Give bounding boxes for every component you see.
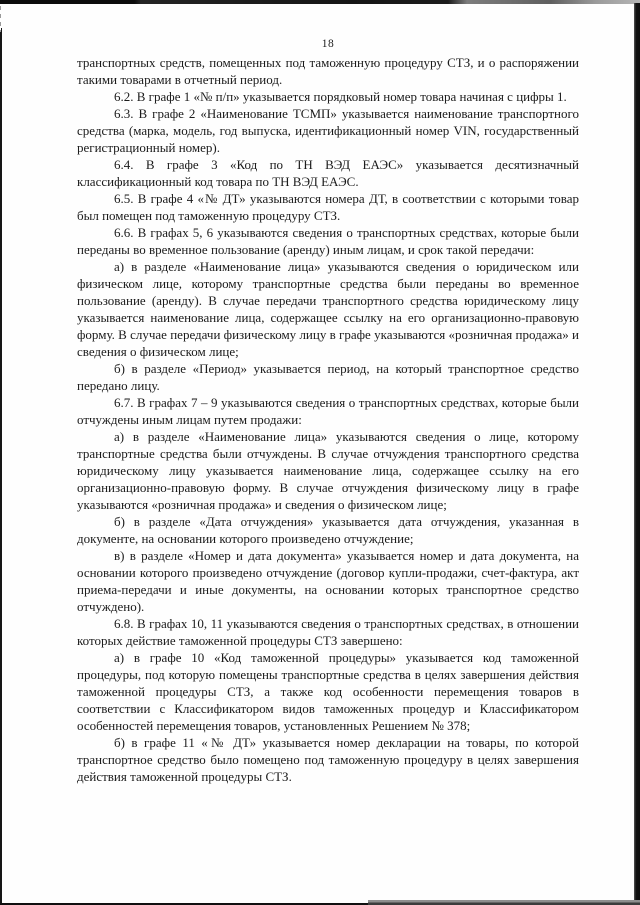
- paragraph-6-2: 6.2. В графе 1 «№ п/п» указывается порядковый номер товара начиная с цифры 1.: [114, 89, 567, 104]
- paragraph-6-7-b: б) в разделе «Дата отчуждения» указывается дата отчуждения, указанная в документе, на основании которого произведено отчуждение;: [77, 514, 579, 546]
- paragraph-6-8-a: а) в графе 10 «Код таможенной процедуры» указывается код таможенной процедуры, под которую помещены транспортные средства в целях завершения действия таможенной процедуры СТЗ, а также код особенности перемещения товаров в соответствии с Классификатором видов таможенных процедур и Классификатором особенностей перемещения товаров, установленных Решением № 378;: [77, 650, 579, 733]
- paragraph-6-8-b: б) в графе 11 «№ ДТ» указывается номер декларации на товары, по которой транспортное средство было помещено под таможенную процедуру в целях завершения действия таможенной процедуры СТЗ.: [77, 735, 579, 784]
- scan-artifact-bottom-gray-bar: [368, 900, 640, 905]
- paragraph-6-5: 6.5. В графе 4 «№ ДТ» указываются номера ДТ, в соответствии с которыми товар был помещен под таможенную процедуру СТЗ.: [77, 191, 579, 223]
- paragraph-6-6-a: а) в разделе «Наименование лица» указываются сведения о юридическом или физическом лице, которому транспортные средства были переданы во временное пользование (аренду). В случае передачи транспортного средства юридическому лицу указывается наименование лица, содержащее ссылку на его организационно-правовую форму. В случае передачи физическому лицу в графе указываются «розничная продажа» и сведения о физическом лице;: [77, 259, 579, 359]
- scan-artifact-right-edge: [634, 3, 640, 905]
- paragraph-6-7-a: а) в разделе «Наименование лица» указываются сведения о лице, которому транспортные средства были отчуждены. В случае отчуждения транспортного средства юридическому лицу указывается наименование лица, содержащее ссылку на его организационно-правовую форму. В случае отчуждения физическому лицу в графе указываются «розничная продажа» и сведения о физическом лице;: [77, 429, 579, 512]
- scan-artifact-top-edge: [0, 0, 640, 4]
- document-body: [77, 54, 579, 785]
- paragraph-6-3: 6.3. В графе 2 «Наименование ТСМП» указывается наименование транспортного средства (марка, модель, год выпуска, идентификационный номер VIN, государственный регистрационный номер).: [77, 106, 579, 155]
- page-number: 18: [321, 38, 335, 50]
- paragraph-6-7: 6.7. В графах 7 – 9 указываются сведения о транспортных средствах, которые были отчуждены иным лицам путем продажи:: [77, 395, 579, 427]
- scan-artifact-left-edge: [0, 28, 2, 905]
- paragraph-6-4: 6.4. В графе 3 «Код по ТН ВЭД ЕАЭС» указывается десятизначный классификационный код товара по ТН ВЭД ЕАЭС.: [77, 157, 579, 189]
- paragraph-6-6: 6.6. В графах 5, 6 указываются сведения о транспортных средствах, которые были переданы во временное пользование (аренду) иным лицам, и срок такой передачи:: [77, 225, 579, 257]
- scan-artifact-left-dashes: [0, 6, 1, 32]
- paragraph-6-7-v: в) в разделе «Номер и дата документа» указывается номер и дата документа, на основании которого произведено отчуждение (договор купли-продажи, счет-фактура, акт приема-передачи и иные документы, на основании которых транспортное средство отчуждено).: [77, 548, 579, 614]
- paragraph-continuation: транспортных средств, помещенных под таможенную процедуру СТЗ, и о распоряжении такими товарами в отчетный период.: [77, 55, 579, 87]
- paragraph-6-8: 6.8. В графах 10, 11 указываются сведения о транспортных средствах, в отношении которых действие таможенной процедуры СТЗ завершено:: [77, 616, 579, 648]
- paragraph-6-6-b: б) в разделе «Период» указывается период, на который транспортное средство передано лицу.: [77, 361, 579, 393]
